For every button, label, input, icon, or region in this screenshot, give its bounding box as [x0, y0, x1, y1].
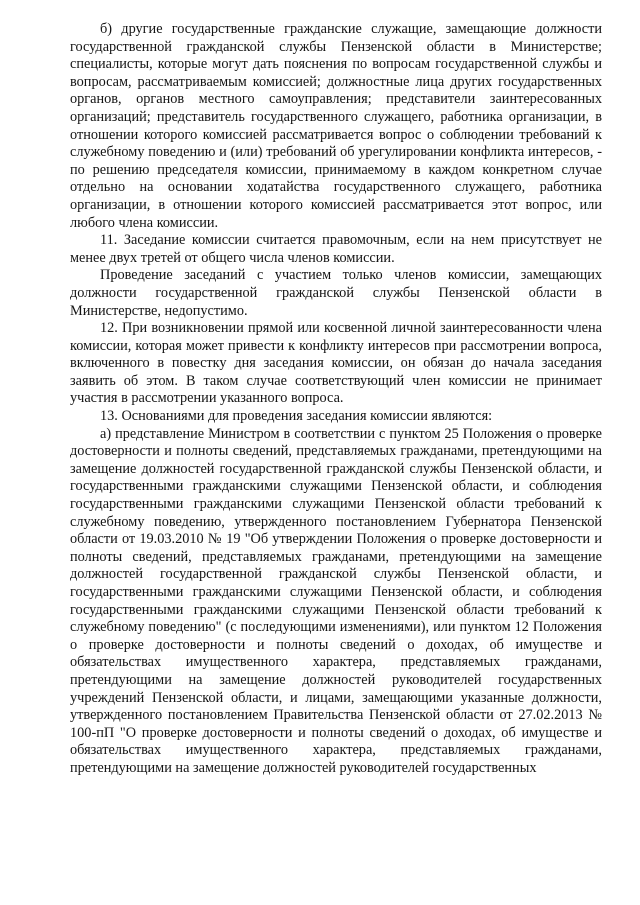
paragraph-12: 12. При возникновении прямой или косвенной личной заинтересованности члена комиссии, которая может привести к конфликту интересов при рассмотрении вопроса, включенного в повестку дня заседания комиссии, он обязан до начала заседания заявить об этом. В таком случае соответствующий член комиссии не принимает участия в рассмотрении указанного вопроса.: [70, 320, 602, 407]
paragraph-13a: а) представление Министром в соответствии с пунктом 25 Положения о проверке достоверности и полноты сведений, представляемых гражданами, претендующими на замещение должностей государственной гражданской службы Пензенской области, и государственными гражданскими служащими Пензенской области, и соблюдения государственными гражданскими служащими Пензенской области требований к служебному поведению, утвержденного постановлением Губернатора Пензенской области от 19.03.2010 № 19 "Об утверждении Положения о проверке достоверности и полноты сведений, представляемых гражданами, претендующими на замещение должностей государственной гражданской службы Пензенской области, и государственными гражданскими служащими Пензенской области, и соблюдения государственными гражданскими служащими Пензенской области требований к служебному поведению" (с последующими изменениями), или пунктом 12 Положения о проверке достоверности и полноты сведений о доходах, об имуществе и обязательствах имущественного характера, представляемых гражданами, претендующими на замещение должностей руководителей государственных учреждений Пензенской области, и лицами, замещающими указанные должности, утвержденного постановлением Правительства Пензенской области от 27.02.2013 № 100-пП "О проверке достоверности и полноты сведений о доходах, об имуществе и обязательствах имущественного характера, представляемых гражданами, претендующими на замещение должностей руководителей государственных: [70, 425, 602, 776]
paragraph-10b: б) другие государственные гражданские служащие, замещающие должности государственной гражданской службы Пензенской области в Министерстве; специалисты, которые могут дать пояснения по вопросам государственной службы и вопросам, рассматриваемым комиссией; должностные лица других государственных органов, органов местного самоуправления; представители заинтересованных организаций; представитель государственного служащего, работника организации, в отношении которого комиссией рассматривается вопрос о соблюдении требований к служебному поведению и (или) требований об урегулировании конфликта интересов, - по решению председателя комиссии, принимаемому в каждом конкретном случае отдельно на основании ходатайства государственного служащего, работника организации, в отношении которого комиссией рассматривается этот вопрос, или любого члена комиссии.: [70, 21, 602, 231]
paragraph-11-cont: Проведение заседаний с участием только членов комиссии, замещающих должности государственной гражданской службы Пензенской области в Министерстве, недопустимо.: [70, 267, 602, 319]
paragraph-13: 13. Основаниями для проведения заседания комиссии являются:: [100, 408, 493, 425]
paragraph-11: 11. Заседание комиссии считается правомочным, если на нем присутствует не менее двух третей от общего числа членов комиссии.: [70, 232, 602, 266]
